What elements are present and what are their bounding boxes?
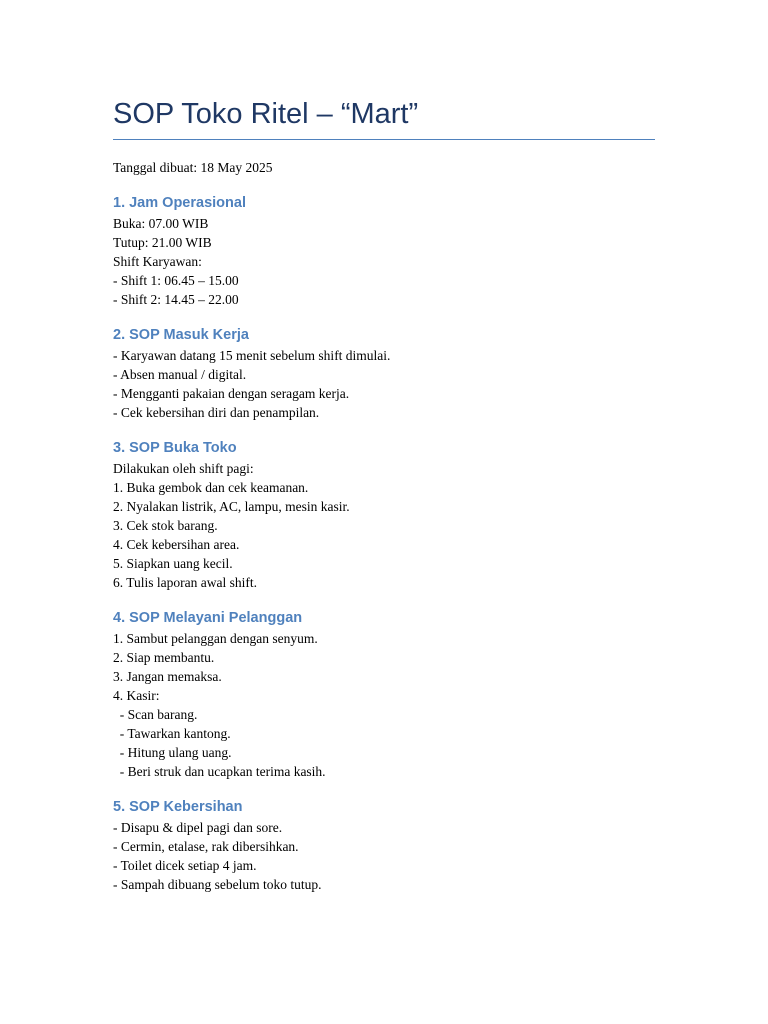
section-line: - Sampah dibuang sebelum toko tutup. [113, 877, 322, 892]
section-line: 3. Jangan memaksa. [113, 669, 222, 684]
section-line: Shift Karyawan: [113, 254, 202, 269]
section-line: - Toilet dicek setiap 4 jam. [113, 858, 257, 873]
section-sop-melayani-pelanggan [113, 607, 655, 781]
section-line: - Disapu & dipel pagi dan sore. [113, 820, 283, 835]
section-line: 2. Siap membantu. [113, 650, 215, 665]
section-line: 4. Kasir: [113, 688, 160, 703]
section-line: 2. Nyalakan listrik, AC, lampu, mesin kasir. [113, 499, 350, 514]
section-line: - Hitung ulang uang. [113, 745, 232, 760]
document-title: SOP Toko Ritel – “Mart” [113, 98, 419, 130]
section-line: 4. Cek kebersihan area. [113, 537, 240, 552]
section-lines [113, 629, 655, 781]
creation-date: Tanggal dibuat: 18 May 2025 [113, 160, 273, 175]
section-line: - Scan barang. [113, 707, 198, 722]
section-line: Dilakukan oleh shift pagi: [113, 461, 254, 476]
section-line: - Absen manual / digital. [113, 367, 247, 382]
section-line: - Mengganti pakaian dengan seragam kerja. [113, 386, 350, 401]
section-lines [113, 459, 655, 592]
section-line: Tutup: 21.00 WIB [113, 235, 212, 250]
section-line: - Cek kebersihan diri dan penampilan. [113, 405, 320, 420]
section-heading: 4. SOP Melayani Pelanggan [113, 610, 303, 626]
section-line: - Shift 2: 14.45 – 22.00 [113, 292, 239, 307]
section-sop-masuk-kerja [113, 324, 655, 422]
section-lines [113, 346, 655, 422]
section-jam-operasional [113, 192, 655, 309]
section-lines [113, 214, 655, 309]
section-line: 5. Siapkan uang kecil. [113, 556, 233, 571]
section-line: Buka: 07.00 WIB [113, 216, 209, 231]
section-sop-buka-toko [113, 437, 655, 592]
section-line: - Shift 1: 06.45 – 15.00 [113, 273, 239, 288]
section-heading: 2. SOP Masuk Kerja [113, 327, 249, 343]
section-line: - Cermin, etalase, rak dibersihkan. [113, 839, 299, 854]
section-sop-kebersihan [113, 796, 655, 894]
section-line: 1. Buka gembok dan cek keamanan. [113, 480, 309, 495]
section-lines [113, 818, 655, 894]
section-line: 3. Cek stok barang. [113, 518, 218, 533]
section-line: 1. Sambut pelanggan dengan senyum. [113, 631, 318, 646]
title-divider [113, 139, 655, 140]
section-line: 6. Tulis laporan awal shift. [113, 575, 257, 590]
section-heading: 5. SOP Kebersihan [113, 799, 243, 815]
section-heading: 3. SOP Buka Toko [113, 440, 237, 456]
section-line: - Beri struk dan ucapkan terima kasih. [113, 764, 326, 779]
section-line: - Tawarkan kantong. [113, 726, 231, 741]
section-heading: 1. Jam Operasional [113, 195, 246, 211]
section-line: - Karyawan datang 15 menit sebelum shift dimulai. [113, 348, 391, 363]
